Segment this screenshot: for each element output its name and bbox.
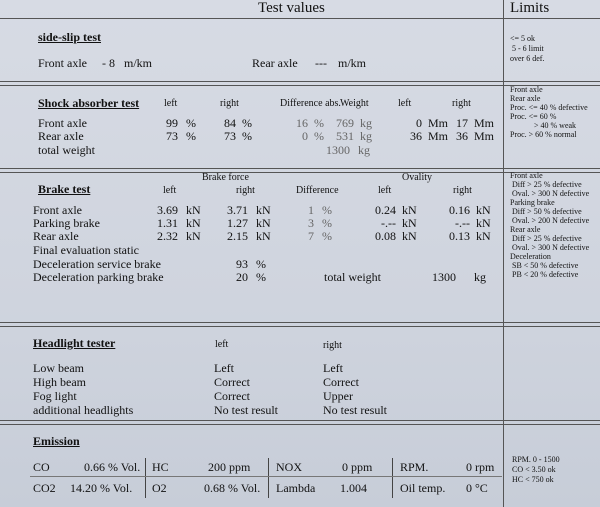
sideslip-rear-unit: m/km	[338, 56, 367, 70]
decel-service-label: Deceleration service brake	[33, 257, 161, 271]
shock-left-value: 73	[166, 129, 178, 143]
emission-limit: CO < 3.50 ok	[512, 465, 556, 474]
shock-row-label: Front axle	[38, 116, 87, 130]
brake-total-label: total weight	[324, 270, 381, 284]
emission-heading: Emission	[33, 434, 80, 448]
sideslip-rear-label: Rear axle	[252, 56, 298, 70]
brake-total-value: 1300	[432, 270, 456, 284]
shock-col-weight: Weight	[340, 98, 369, 109]
shock-heading: Shock absorber test	[38, 96, 140, 110]
brake-limit: Diff > 50 % defective	[512, 207, 582, 216]
brake-right-unit: kN	[256, 216, 271, 230]
ovality-right-unit: kN	[476, 203, 491, 217]
brake-left-value: 3.69	[157, 203, 178, 217]
nox-label: NOX	[276, 460, 302, 474]
shock-right-unit: %	[242, 116, 252, 130]
headlight-row-label: High beam	[33, 375, 86, 389]
shock-right-value: 84	[224, 116, 236, 130]
brake-limit: PB < 20 % defective	[512, 270, 579, 279]
brake-col-left: left	[163, 185, 177, 196]
brake-limit: SB < 50 % defective	[512, 261, 579, 270]
nox-value: 0 ppm	[342, 460, 373, 474]
headlight-right-value: No test result	[323, 403, 387, 417]
shock-weight-unit: kg	[360, 129, 372, 143]
rpm-label: RPM.	[400, 460, 429, 474]
brake-limit: Oval. > 300 N defective	[512, 243, 590, 252]
brake-limit: Oval. > 300 N defective	[512, 189, 590, 198]
sideslip-limit: over 6 def.	[510, 54, 545, 63]
ovality-left-value: -.--	[381, 216, 396, 230]
brake-right-value: 3.71	[227, 203, 248, 217]
shock-row-label: Rear axle	[38, 129, 84, 143]
limits-title: Limits	[510, 0, 550, 16]
header-rule	[0, 18, 600, 19]
oil-temp-value: 0 °C	[466, 481, 488, 495]
brake-limit: Front axle	[510, 171, 543, 180]
lambda-value: 1.004	[340, 481, 367, 495]
shock-right2-value: 36	[456, 129, 468, 143]
headlight-row-label: additional headlights	[33, 403, 134, 417]
decel-parking-value: 20	[236, 270, 248, 284]
shock-left2-unit: Mm	[428, 116, 449, 130]
shock-left2-value: 0	[416, 116, 422, 130]
shock-left2-value: 36	[410, 129, 422, 143]
rpm-value: 0 rpm	[466, 460, 495, 474]
brake-right-unit: kN	[256, 229, 271, 243]
headlight-row-label: Fog light	[33, 389, 77, 403]
shock-left-unit: %	[186, 116, 196, 130]
decel-parking-unit: %	[256, 270, 266, 284]
oil-temp-label: Oil temp.	[400, 481, 446, 495]
shock-weight-value: 769	[336, 116, 354, 130]
ovality-left-value: 0.08	[375, 229, 396, 243]
shock-limit: Rear axle	[510, 94, 541, 103]
brake-right-unit: kN	[256, 203, 271, 217]
ovality-right-unit: kN	[476, 216, 491, 230]
brake-left-value: 1.31	[157, 216, 178, 230]
shock-right2-value: 17	[456, 116, 468, 130]
shock-weight-unit: kg	[360, 116, 372, 130]
brake-diff-value: 3	[308, 216, 314, 230]
emission-limit: HC < 750 ok	[512, 475, 554, 484]
headlight-row-label: Low beam	[33, 361, 84, 375]
shock-limit: > 40 % weak	[534, 121, 577, 130]
shock-right2-unit: Mm	[474, 116, 495, 130]
brake-diff-unit: %	[322, 216, 332, 230]
shock-limit: Proc. <= 40 % defective	[510, 103, 588, 112]
headlight-col-left: left	[215, 339, 229, 350]
brake-row-label: Parking brake	[33, 216, 100, 230]
brake-limit: Parking brake	[510, 198, 555, 207]
brake-right-value: 1.27	[227, 216, 248, 230]
emission-separator	[145, 458, 146, 498]
decel-parking-label: Deceleration parking brake	[33, 270, 164, 284]
sideslip-front-value: - 8	[102, 56, 115, 70]
ovality-right-unit: kN	[476, 229, 491, 243]
ovality-right-value: -.--	[455, 216, 470, 230]
brake-limit: Diff > 25 % defective	[512, 180, 582, 189]
lambda-label: Lambda	[276, 481, 316, 495]
shock-limit: Front axle	[510, 85, 543, 94]
brake-row-label: Rear axle	[33, 229, 79, 243]
sideslip-heading: side-slip test	[38, 30, 101, 44]
brake-col-right2: right	[453, 185, 472, 196]
shock-col-left: left	[164, 98, 178, 109]
brake-heading: Brake test	[38, 182, 91, 196]
ovality-left-unit: kN	[402, 229, 417, 243]
brake-limit: Rear axle	[510, 225, 541, 234]
sideslip-limit: 5 - 6 limit	[512, 44, 544, 53]
emission-separator	[268, 458, 269, 498]
shock-diff-value: 16	[296, 116, 308, 130]
sideslip-rear-value: ---	[315, 56, 327, 70]
ovality-left-value: 0.24	[375, 203, 396, 217]
co2-label: CO2	[33, 481, 56, 495]
ovality-right-value: 0.13	[449, 229, 470, 243]
shock-left-value: 99	[166, 116, 178, 130]
final-evaluation-label: Final evaluation static	[33, 243, 139, 257]
shock-right2-unit: Mm	[474, 129, 495, 143]
shock-col-right2: right	[452, 98, 471, 109]
headlight-left-value: No test result	[214, 403, 278, 417]
headlight-right-value: Upper	[323, 389, 353, 403]
brake-left-unit: kN	[186, 229, 201, 243]
brake-diff-value: 7	[308, 229, 314, 243]
brake-row-label: Front axle	[33, 203, 82, 217]
headlight-col-right: right	[323, 340, 342, 351]
shock-right-unit: %	[242, 129, 252, 143]
co2-value: 14.20 % Vol.	[70, 481, 133, 495]
hc-value: 200 ppm	[208, 460, 251, 474]
decel-service-unit: %	[256, 257, 266, 271]
brake-diff-unit: %	[322, 229, 332, 243]
brake-col-diff: Difference	[296, 185, 339, 196]
co-value: 0.66 % Vol.	[84, 460, 141, 474]
shock-limit: Proc. <= 60 %	[510, 112, 557, 121]
brake-right-value: 2.15	[227, 229, 248, 243]
headlight-heading: Headlight tester	[33, 336, 116, 350]
ovality-left-unit: kN	[402, 203, 417, 217]
brake-left-value: 2.32	[157, 229, 178, 243]
shock-col-right: right	[220, 98, 239, 109]
brake-force-header: Brake force	[202, 172, 249, 183]
headlight-left-value: Left	[214, 361, 234, 375]
hc-label: HC	[152, 460, 169, 474]
brake-limit: Diff > 25 % defective	[512, 234, 582, 243]
sideslip-limit: <= 5 ok	[510, 34, 536, 43]
brake-limit: Deceleration	[510, 252, 551, 261]
limits-divider	[503, 0, 504, 507]
emission-limit: RPM. 0 - 1500	[512, 455, 560, 464]
emission-row-rule	[30, 476, 502, 477]
sideslip-front-unit: m/km	[124, 56, 153, 70]
shock-diff-unit: %	[314, 116, 324, 130]
ovality-header: Ovality	[402, 172, 432, 183]
shock-total-value: 1300	[326, 143, 350, 157]
headlight-right-value: Correct	[323, 375, 359, 389]
shock-left-unit: %	[186, 129, 196, 143]
headlight-right-value: Left	[323, 361, 343, 375]
ovality-left-unit: kN	[402, 216, 417, 230]
shock-diff-unit: %	[314, 129, 324, 143]
decel-service-value: 93	[236, 257, 248, 271]
shock-right-value: 73	[224, 129, 236, 143]
headlight-left-value: Correct	[214, 389, 250, 403]
shock-left2-unit: Mm	[428, 129, 449, 143]
report-title: Test values	[258, 0, 325, 16]
shock-total-unit: kg	[358, 143, 370, 157]
shock-limit: Proc. > 60 % normal	[510, 130, 577, 139]
emission-separator	[392, 458, 393, 498]
ovality-right-value: 0.16	[449, 203, 470, 217]
shock-col-diff: Difference abs.	[280, 98, 341, 109]
shock-total-label: total weight	[38, 143, 95, 157]
o2-value: 0.68 % Vol.	[204, 481, 261, 495]
shock-weight-value: 531	[336, 129, 354, 143]
brake-diff-value: 1	[308, 203, 314, 217]
brake-total-unit: kg	[474, 270, 486, 284]
brake-left-unit: kN	[186, 203, 201, 217]
brake-limit: Oval. > 200 N defective	[512, 216, 590, 225]
section-divider	[0, 322, 600, 327]
brake-col-right: right	[236, 185, 255, 196]
shock-col-left2: left	[398, 98, 412, 109]
brake-diff-unit: %	[322, 203, 332, 217]
headlight-left-value: Correct	[214, 375, 250, 389]
sideslip-front-label: Front axle	[38, 56, 87, 70]
shock-diff-value: 0	[302, 129, 308, 143]
co-label: CO	[33, 460, 50, 474]
section-divider	[0, 420, 600, 425]
brake-left-unit: kN	[186, 216, 201, 230]
o2-label: O2	[152, 481, 167, 495]
brake-col-left2: left	[378, 185, 392, 196]
